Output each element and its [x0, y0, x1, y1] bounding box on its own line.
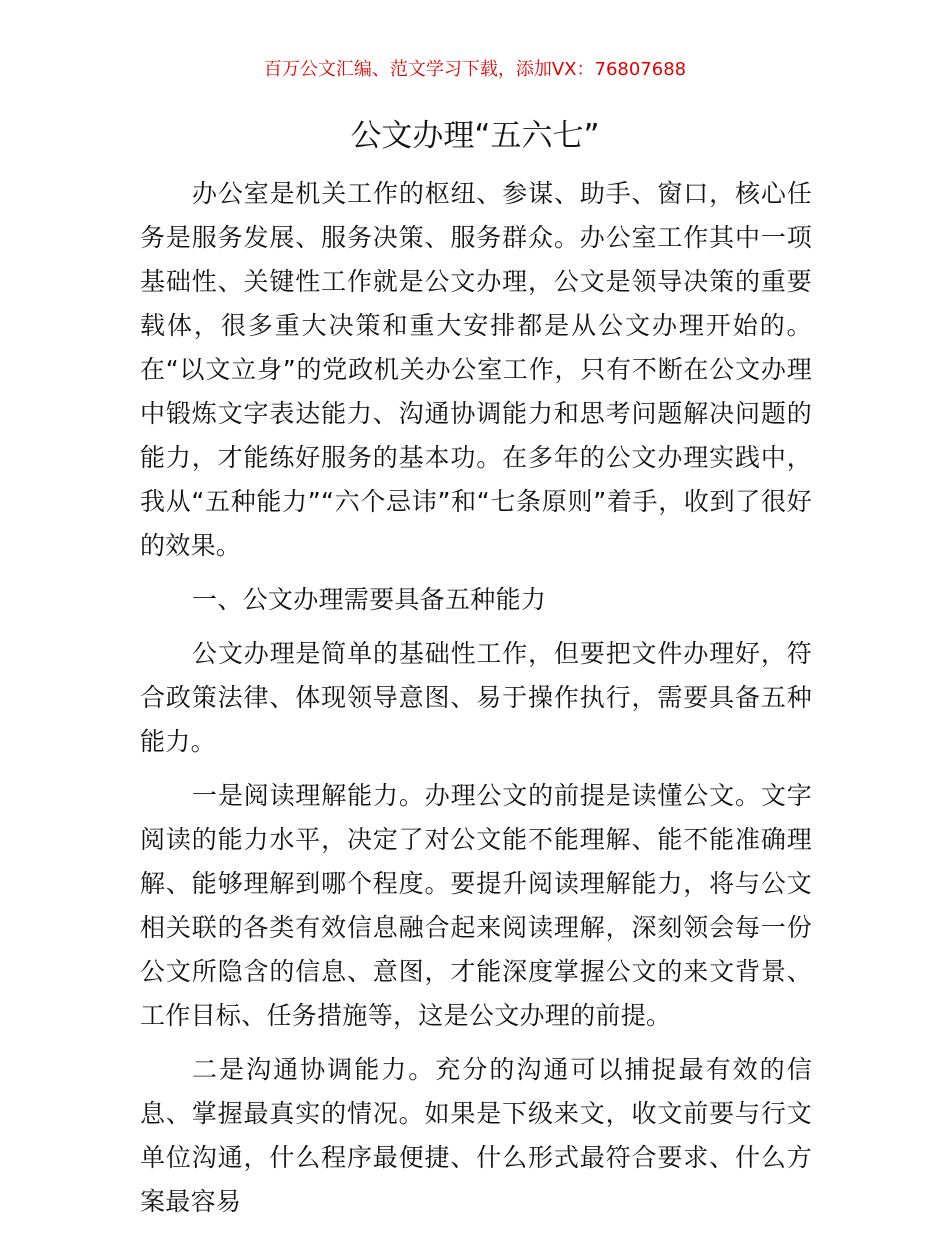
paragraph-communication-ability: 二是沟通协调能力。充分的沟通可以捕捉最有效的信息、掌握最真实的情况。如果是下级来文，收文前要与行文单位沟通，什么程序最便捷、什么形式最符合要求、什么方案最容易	[140, 1055, 812, 1216]
paragraph-reading-ability: 一是阅读理解能力。办理公文的前提是读懂公文。文字阅读的能力水平，决定了对公文能不能理解、能不能准确理解、能够理解到哪个程度。要提升阅读理解能力，将与公文相关联的各类有效信息融合起来阅读理解，深刻领会每一份公文所隐含的信息、意图，才能深度掌握公文的来文背景、工作目标、任务措施等，这是公文办理的前提。	[140, 781, 812, 1030]
paragraph-intro: 办公室是机关工作的枢纽、参谋、助手、窗口，核心任务是服务发展、服务决策、服务群众。办公室工作其中一项基础性、关键性工作就是公文办理，公文是领导决策的重要载体，很多重大决策和重大安排都是从公文办理开始的。在“以文立身”的党政机关办公室工作，只有不断在公文办理中锻炼文字表达能力、沟通协调能力和思考问题解决问题的能力，才能练好服务的基本功。在多年的公文办理实践中，我从“五种能力”“六个忌讳”和“七条原则”着手，收到了很好的效果。	[140, 179, 812, 560]
document-body	[140, 172, 812, 1234]
header-contact-line: 百万公文汇编、范文学习下载，添加VX：76807688	[263, 59, 687, 80]
paragraph-section-intro: 公文办理是简单的基础性工作，但要把文件办理好，符合政策法律、体现领导意图、易于操作执行，需要具备五种能力。	[140, 639, 812, 756]
section-heading-1: 一、公文办理需要具备五种能力	[192, 585, 547, 614]
document-title: 公文办理“五六七”	[350, 118, 600, 154]
